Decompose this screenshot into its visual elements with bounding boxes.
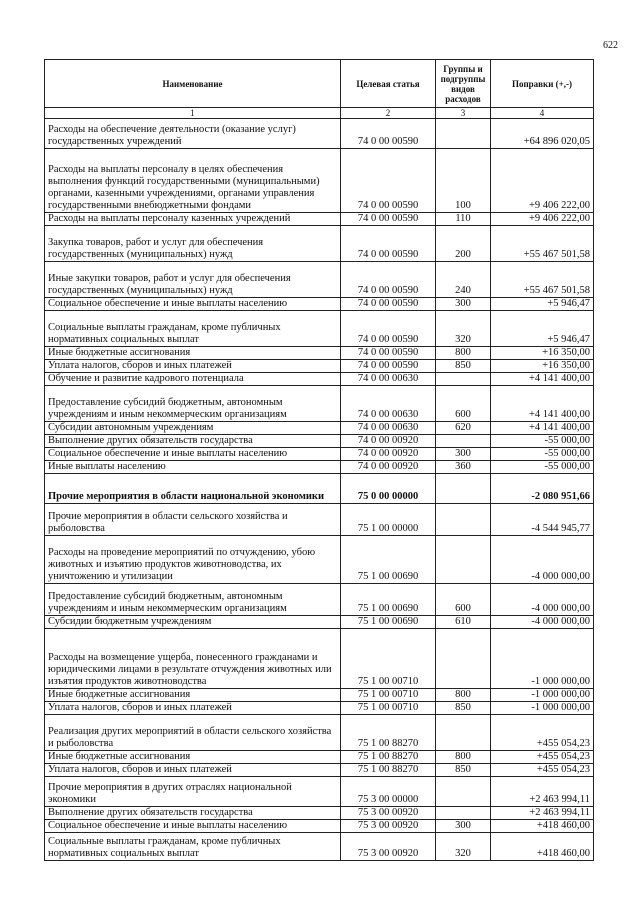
cell-code: 75 1 00 00710 <box>341 629 436 689</box>
cell-name: Расходы на выплаты персоналу в целях обеспечения выполнения функций государственными (муниципальными) органами, казенными учреждениями, органами управления государственными внебюджетными фондами <box>45 149 341 213</box>
table-row <box>45 119 594 149</box>
cell-code: 75 3 00 00920 <box>341 820 436 833</box>
cell-code: 74 0 00 00590 <box>341 213 436 226</box>
cell-amt: +2 463 994,11 <box>491 777 594 807</box>
cell-grp: 850 <box>436 764 491 777</box>
cell-code: 74 0 00 00590 <box>341 311 436 347</box>
table-row <box>45 298 594 311</box>
cell-code: 75 3 00 00920 <box>341 807 436 820</box>
cell-grp: 800 <box>436 751 491 764</box>
cell-grp: 850 <box>436 360 491 373</box>
cell-amt: +16 350,00 <box>491 360 594 373</box>
table-row <box>45 435 594 448</box>
table-row <box>45 213 594 226</box>
cell-code: 74 0 00 00920 <box>341 448 436 461</box>
table-row <box>45 347 594 360</box>
cell-grp <box>436 373 491 386</box>
header-group: Группы и подгруппы видов расходов <box>436 60 491 108</box>
table-row <box>45 536 594 584</box>
cell-amt: -1 000 000,00 <box>491 702 594 715</box>
table-row <box>45 833 594 861</box>
cell-code: 74 0 00 00590 <box>341 298 436 311</box>
column-number-row <box>45 108 594 119</box>
table-row <box>45 262 594 298</box>
cell-name: Расходы на проведение мероприятий по отчуждению, убою животных и изъятию продуктов животноводства, их уничтожению и утилизации <box>45 536 341 584</box>
cell-amt: +55 467 501,58 <box>491 262 594 298</box>
cell-amt: +5 946,47 <box>491 298 594 311</box>
table-row <box>45 820 594 833</box>
cell-grp: 100 <box>436 149 491 213</box>
cell-amt: -2 080 951,66 <box>491 474 594 504</box>
page-number: 622 <box>603 40 618 51</box>
table-row <box>45 702 594 715</box>
cell-amt: +9 406 222,00 <box>491 213 594 226</box>
cell-name: Расходы на выплаты персоналу казенных учреждений <box>45 213 341 226</box>
cell-name: Уплата налогов, сборов и иных платежей <box>45 702 341 715</box>
cell-grp: 300 <box>436 298 491 311</box>
cell-code: 74 0 00 00590 <box>341 226 436 262</box>
cell-name: Реализация других мероприятий в области сельского хозяйства и рыболовства <box>45 715 341 751</box>
cell-grp <box>436 435 491 448</box>
table-row <box>45 422 594 435</box>
table-row <box>45 689 594 702</box>
cell-name: Иные бюджетные ассигнования <box>45 689 341 702</box>
header-amend: Поправки (+,-) <box>491 60 594 108</box>
cell-name: Выполнение других обязательств государства <box>45 807 341 820</box>
cell-name: Прочие мероприятия в области национальной экономики <box>45 474 341 504</box>
cell-code: 75 1 00 00000 <box>341 504 436 536</box>
table-row <box>45 311 594 347</box>
cell-amt: +2 463 994,11 <box>491 807 594 820</box>
cell-grp <box>436 777 491 807</box>
table-row <box>45 777 594 807</box>
table-row <box>45 149 594 213</box>
cell-name: Выполнение других обязательств государства <box>45 435 341 448</box>
cell-name: Предоставление субсидий бюджетным, автономным учреждениям и иным некоммерческим организациям <box>45 386 341 422</box>
cell-code: 74 0 00 00590 <box>341 119 436 149</box>
cell-amt: +418 460,00 <box>491 820 594 833</box>
cell-amt: +418 460,00 <box>491 833 594 861</box>
cell-amt: +455 054,23 <box>491 715 594 751</box>
cell-amt: -1 000 000,00 <box>491 629 594 689</box>
cell-code: 75 1 00 88270 <box>341 764 436 777</box>
table-row <box>45 715 594 751</box>
table-row <box>45 616 594 629</box>
cell-code: 74 0 00 00630 <box>341 373 436 386</box>
header-name: Наименование <box>45 60 341 108</box>
cell-code: 74 0 00 00630 <box>341 386 436 422</box>
col-number-4: 4 <box>491 108 594 119</box>
cell-name: Уплата налогов, сборов и иных платежей <box>45 360 341 373</box>
cell-grp: 300 <box>436 448 491 461</box>
cell-amt: -55 000,00 <box>491 448 594 461</box>
cell-name: Иные закупки товаров, работ и услуг для обеспечения государственных (муниципальных) нужд <box>45 262 341 298</box>
cell-name: Прочие мероприятия в других отраслях национальной экономики <box>45 777 341 807</box>
cell-grp: 320 <box>436 833 491 861</box>
cell-grp: 800 <box>436 689 491 702</box>
cell-grp: 610 <box>436 616 491 629</box>
cell-amt: +9 406 222,00 <box>491 149 594 213</box>
table-row <box>45 474 594 504</box>
cell-amt: +455 054,23 <box>491 751 594 764</box>
cell-name: Предоставление субсидий бюджетным, автономным учреждениям и иным некоммерческим организациям <box>45 584 341 616</box>
budget-table <box>44 59 594 861</box>
cell-name: Иные выплаты населению <box>45 461 341 474</box>
col-number-1: 1 <box>45 108 341 119</box>
cell-amt: +455 054,23 <box>491 764 594 777</box>
header-row <box>45 60 594 108</box>
cell-grp <box>436 119 491 149</box>
cell-name: Субсидии бюджетным учреждениям <box>45 616 341 629</box>
cell-name: Уплата налогов, сборов и иных платежей <box>45 764 341 777</box>
cell-grp <box>436 474 491 504</box>
cell-code: 74 0 00 00920 <box>341 435 436 448</box>
cell-name: Расходы на возмещение ущерба, понесенного гражданами и юридическими лицами в результате отчуждения животных или изъятия продуктов животноводства <box>45 629 341 689</box>
cell-amt: -4 000 000,00 <box>491 536 594 584</box>
cell-amt: -4 000 000,00 <box>491 616 594 629</box>
table-row <box>45 807 594 820</box>
cell-grp <box>436 629 491 689</box>
cell-code: 74 0 00 00590 <box>341 347 436 360</box>
cell-code: 75 1 00 00690 <box>341 536 436 584</box>
cell-name: Иные бюджетные ассигнования <box>45 347 341 360</box>
table-row <box>45 226 594 262</box>
cell-name: Иные бюджетные ассигнования <box>45 751 341 764</box>
cell-name: Социальное обеспечение и иные выплаты населению <box>45 298 341 311</box>
cell-grp: 320 <box>436 311 491 347</box>
cell-name: Социальное обеспечение и иные выплаты населению <box>45 820 341 833</box>
cell-code: 74 0 00 00630 <box>341 422 436 435</box>
cell-amt: +64 896 020,05 <box>491 119 594 149</box>
cell-grp <box>436 536 491 584</box>
cell-name: Прочие мероприятия в области сельского хозяйства и рыболовства <box>45 504 341 536</box>
table-row <box>45 504 594 536</box>
table-row <box>45 448 594 461</box>
cell-amt: -55 000,00 <box>491 435 594 448</box>
cell-amt: +5 946,47 <box>491 311 594 347</box>
table-row <box>45 629 594 689</box>
cell-code: 75 1 00 00710 <box>341 689 436 702</box>
col-number-2: 2 <box>341 108 436 119</box>
cell-amt: -55 000,00 <box>491 461 594 474</box>
col-number-3: 3 <box>436 108 491 119</box>
cell-name: Обучение и развитие кадрового потенциала <box>45 373 341 386</box>
cell-code: 75 0 00 00000 <box>341 474 436 504</box>
cell-name: Расходы на обеспечение деятельности (оказание услуг) государственных учреждений <box>45 119 341 149</box>
cell-name: Закупка товаров, работ и услуг для обеспечения государственных (муниципальных) нужд <box>45 226 341 262</box>
cell-name: Субсидии автономным учреждениям <box>45 422 341 435</box>
cell-grp: 110 <box>436 213 491 226</box>
cell-grp: 240 <box>436 262 491 298</box>
cell-grp: 200 <box>436 226 491 262</box>
cell-name: Социальные выплаты гражданам, кроме публичных нормативных социальных выплат <box>45 311 341 347</box>
table-row <box>45 584 594 616</box>
cell-code: 75 1 00 88270 <box>341 751 436 764</box>
cell-grp <box>436 715 491 751</box>
cell-grp: 300 <box>436 820 491 833</box>
cell-code: 74 0 00 00590 <box>341 262 436 298</box>
cell-amt: -4 000 000,00 <box>491 584 594 616</box>
table-row <box>45 461 594 474</box>
cell-grp: 620 <box>436 422 491 435</box>
cell-grp: 360 <box>436 461 491 474</box>
cell-amt: -4 544 945,77 <box>491 504 594 536</box>
table-row <box>45 373 594 386</box>
cell-code: 74 0 00 00590 <box>341 149 436 213</box>
cell-code: 75 1 00 00690 <box>341 584 436 616</box>
cell-grp <box>436 504 491 536</box>
cell-code: 75 3 00 00000 <box>341 777 436 807</box>
cell-amt: +16 350,00 <box>491 347 594 360</box>
cell-code: 75 3 00 00920 <box>341 833 436 861</box>
cell-name: Социальное обеспечение и иные выплаты населению <box>45 448 341 461</box>
table-row <box>45 360 594 373</box>
cell-amt: +4 141 400,00 <box>491 386 594 422</box>
cell-grp: 800 <box>436 347 491 360</box>
table-row <box>45 764 594 777</box>
cell-amt: +55 467 501,58 <box>491 226 594 262</box>
cell-code: 75 1 00 88270 <box>341 715 436 751</box>
cell-amt: +4 141 400,00 <box>491 422 594 435</box>
header-target: Целевая статья <box>341 60 436 108</box>
cell-code: 75 1 00 00710 <box>341 702 436 715</box>
cell-amt: -1 000 000,00 <box>491 689 594 702</box>
cell-name: Социальные выплаты гражданам, кроме публичных нормативных социальных выплат <box>45 833 341 861</box>
cell-code: 74 0 00 00590 <box>341 360 436 373</box>
cell-code: 75 1 00 00690 <box>341 616 436 629</box>
table-row <box>45 751 594 764</box>
table-row <box>45 386 594 422</box>
cell-grp <box>436 807 491 820</box>
cell-grp: 850 <box>436 702 491 715</box>
cell-amt: +4 141 400,00 <box>491 373 594 386</box>
cell-code: 74 0 00 00920 <box>341 461 436 474</box>
cell-grp: 600 <box>436 584 491 616</box>
cell-grp: 600 <box>436 386 491 422</box>
